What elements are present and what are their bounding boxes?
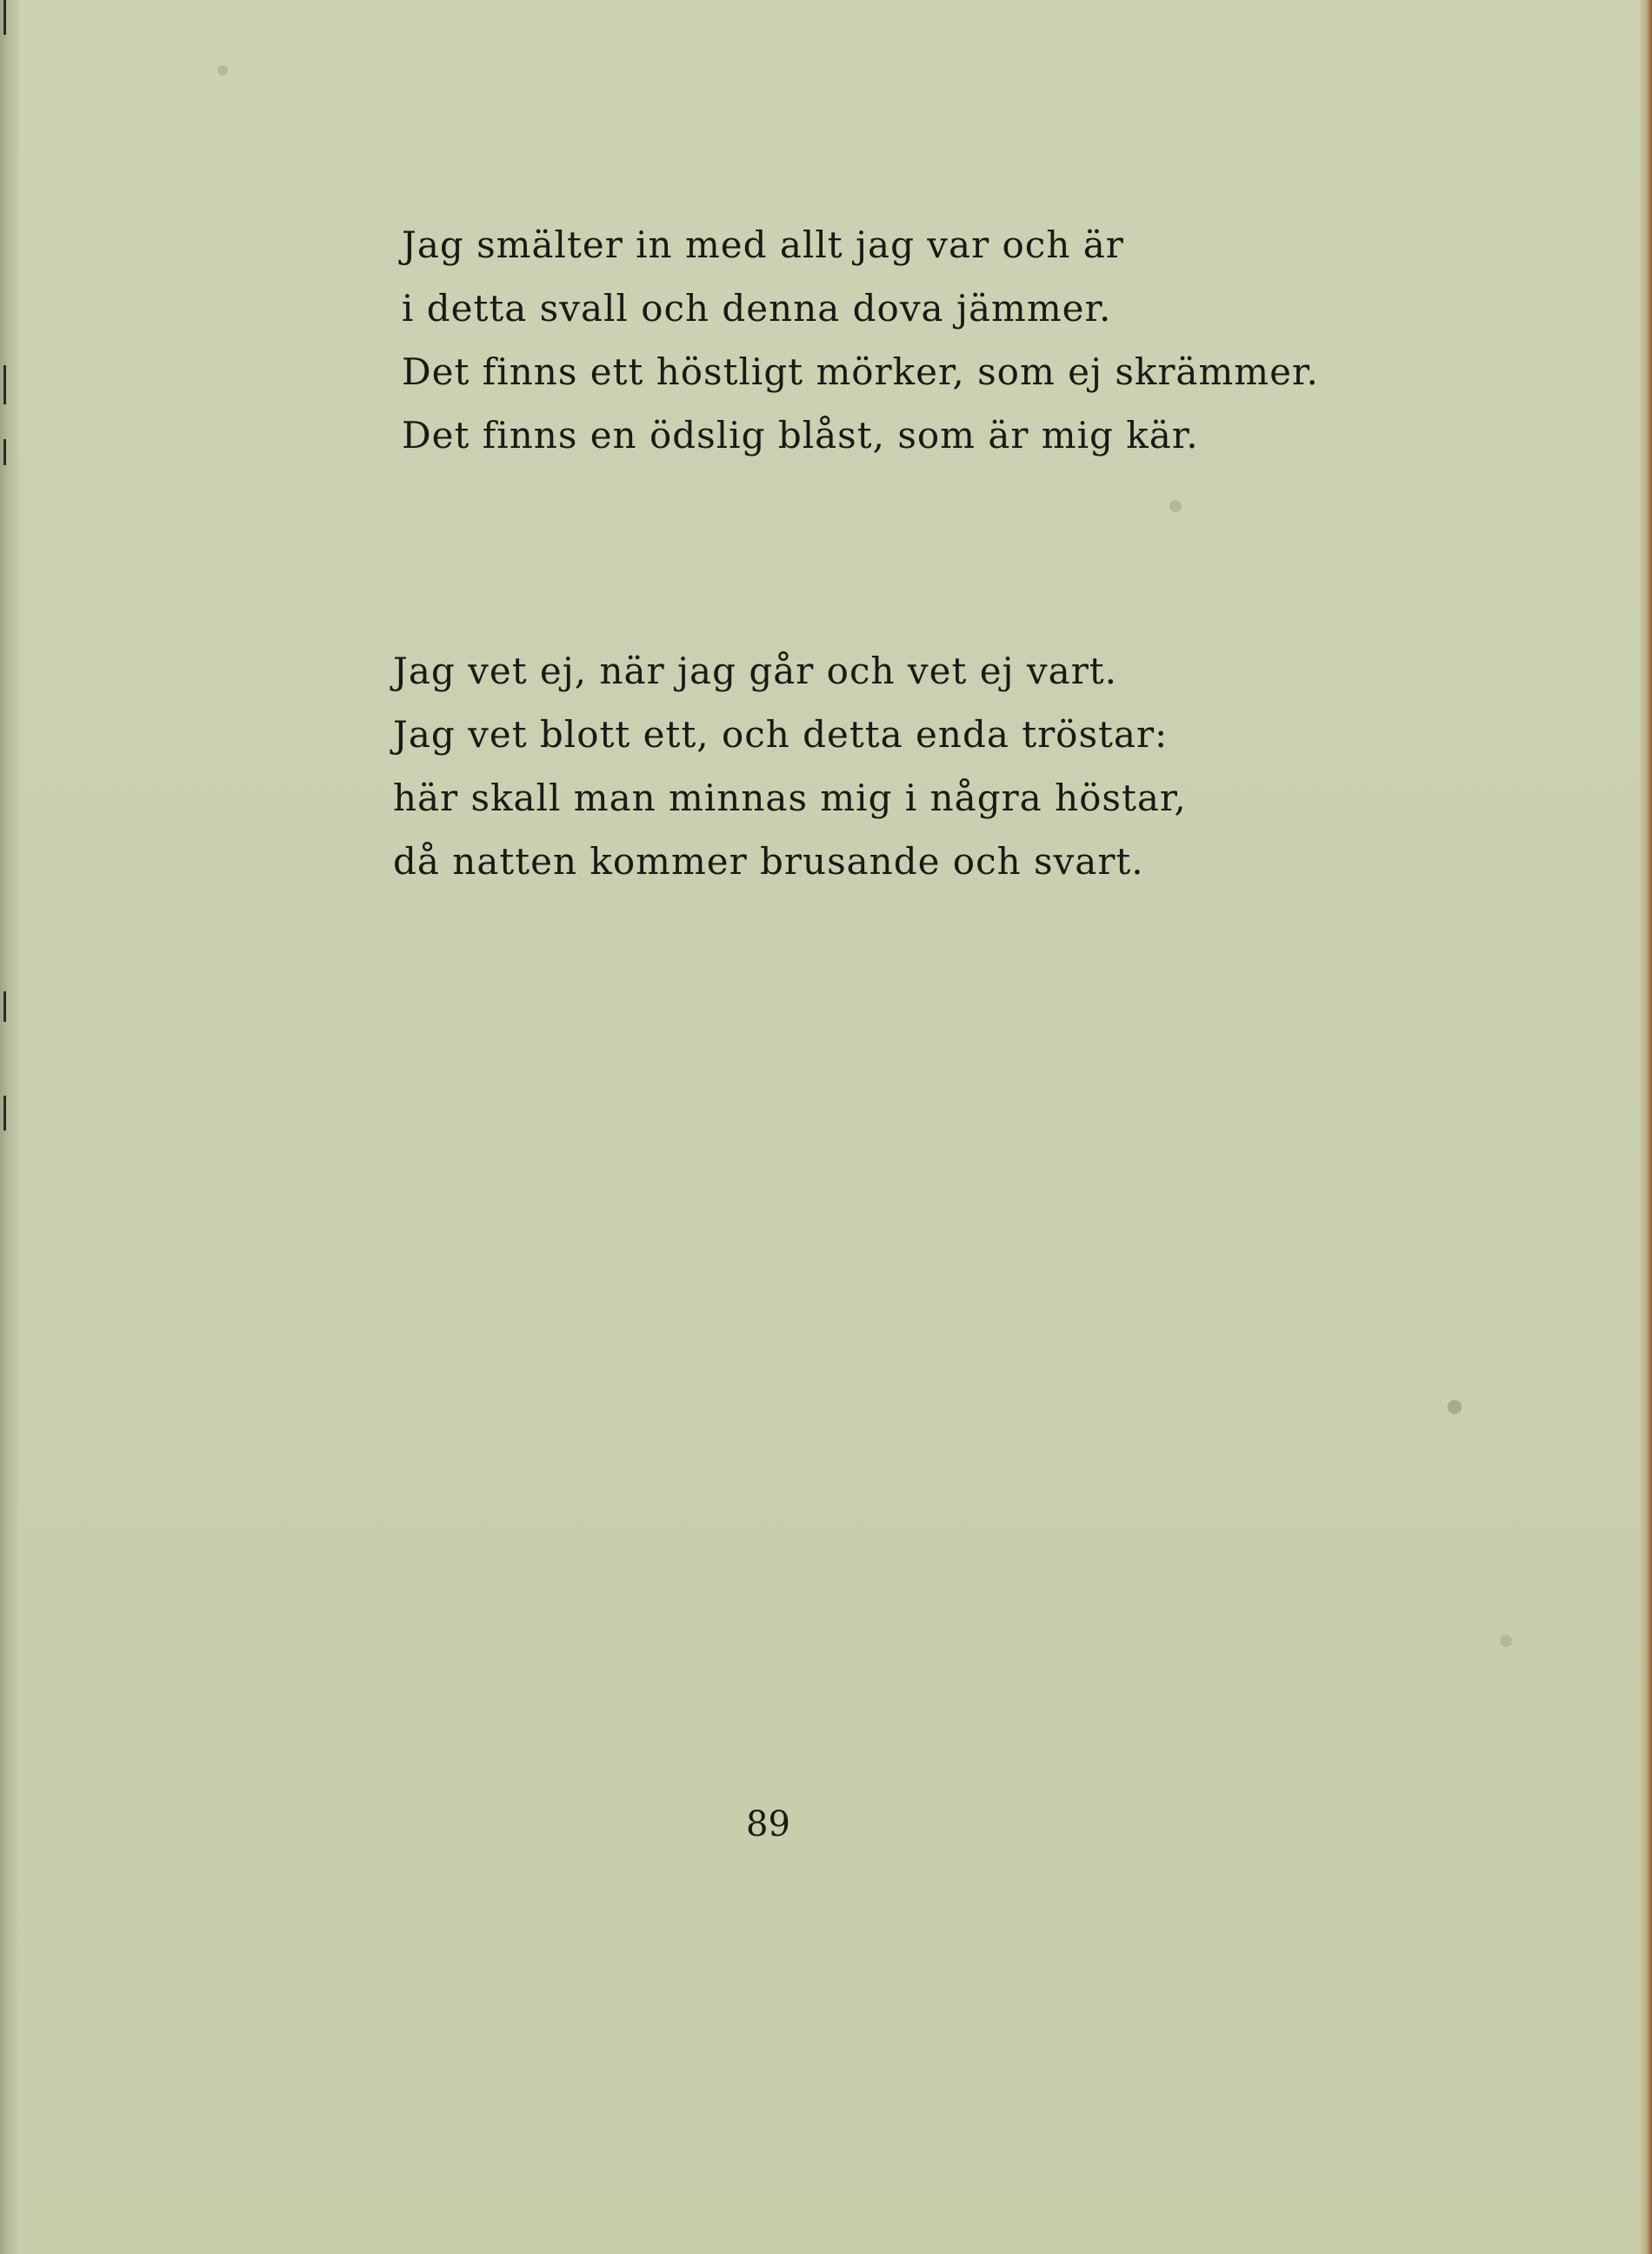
page-spine-edge xyxy=(0,0,19,2254)
poem-stanza-1 xyxy=(402,213,1319,467)
poem-line: Jag vet blott ett, och detta enda tröstar: xyxy=(393,713,1169,756)
poem-line: här skall man minnas mig i några höstar, xyxy=(393,777,1187,819)
poem-line: Det finns ett höstligt mörker, som ej skrämmer. xyxy=(402,350,1319,393)
binding-mark xyxy=(3,439,6,465)
paper-speck xyxy=(217,65,228,76)
binding-mark xyxy=(3,365,6,404)
page-right-edge xyxy=(1640,0,1652,2254)
poem-line: Jag vet ej, när jag går och vet ej vart. xyxy=(393,650,1117,692)
poem-line: då natten kommer brusande och svart. xyxy=(393,840,1144,883)
binding-mark xyxy=(3,0,6,35)
page-number: 89 xyxy=(746,1804,790,1844)
paper-speck xyxy=(1169,500,1182,512)
binding-mark xyxy=(3,1096,6,1130)
poem-stanza-2 xyxy=(393,639,1187,893)
binding-mark xyxy=(3,991,6,1022)
paper-speck xyxy=(1448,1400,1462,1414)
paper-speck xyxy=(1500,1635,1512,1647)
poem-line: Jag smälter in med allt jag var och är xyxy=(402,223,1124,266)
poem-line: i detta svall och denna dova jämmer. xyxy=(402,287,1112,330)
poem-line: Det finns en ödslig blåst, som är mig kär. xyxy=(402,414,1199,457)
